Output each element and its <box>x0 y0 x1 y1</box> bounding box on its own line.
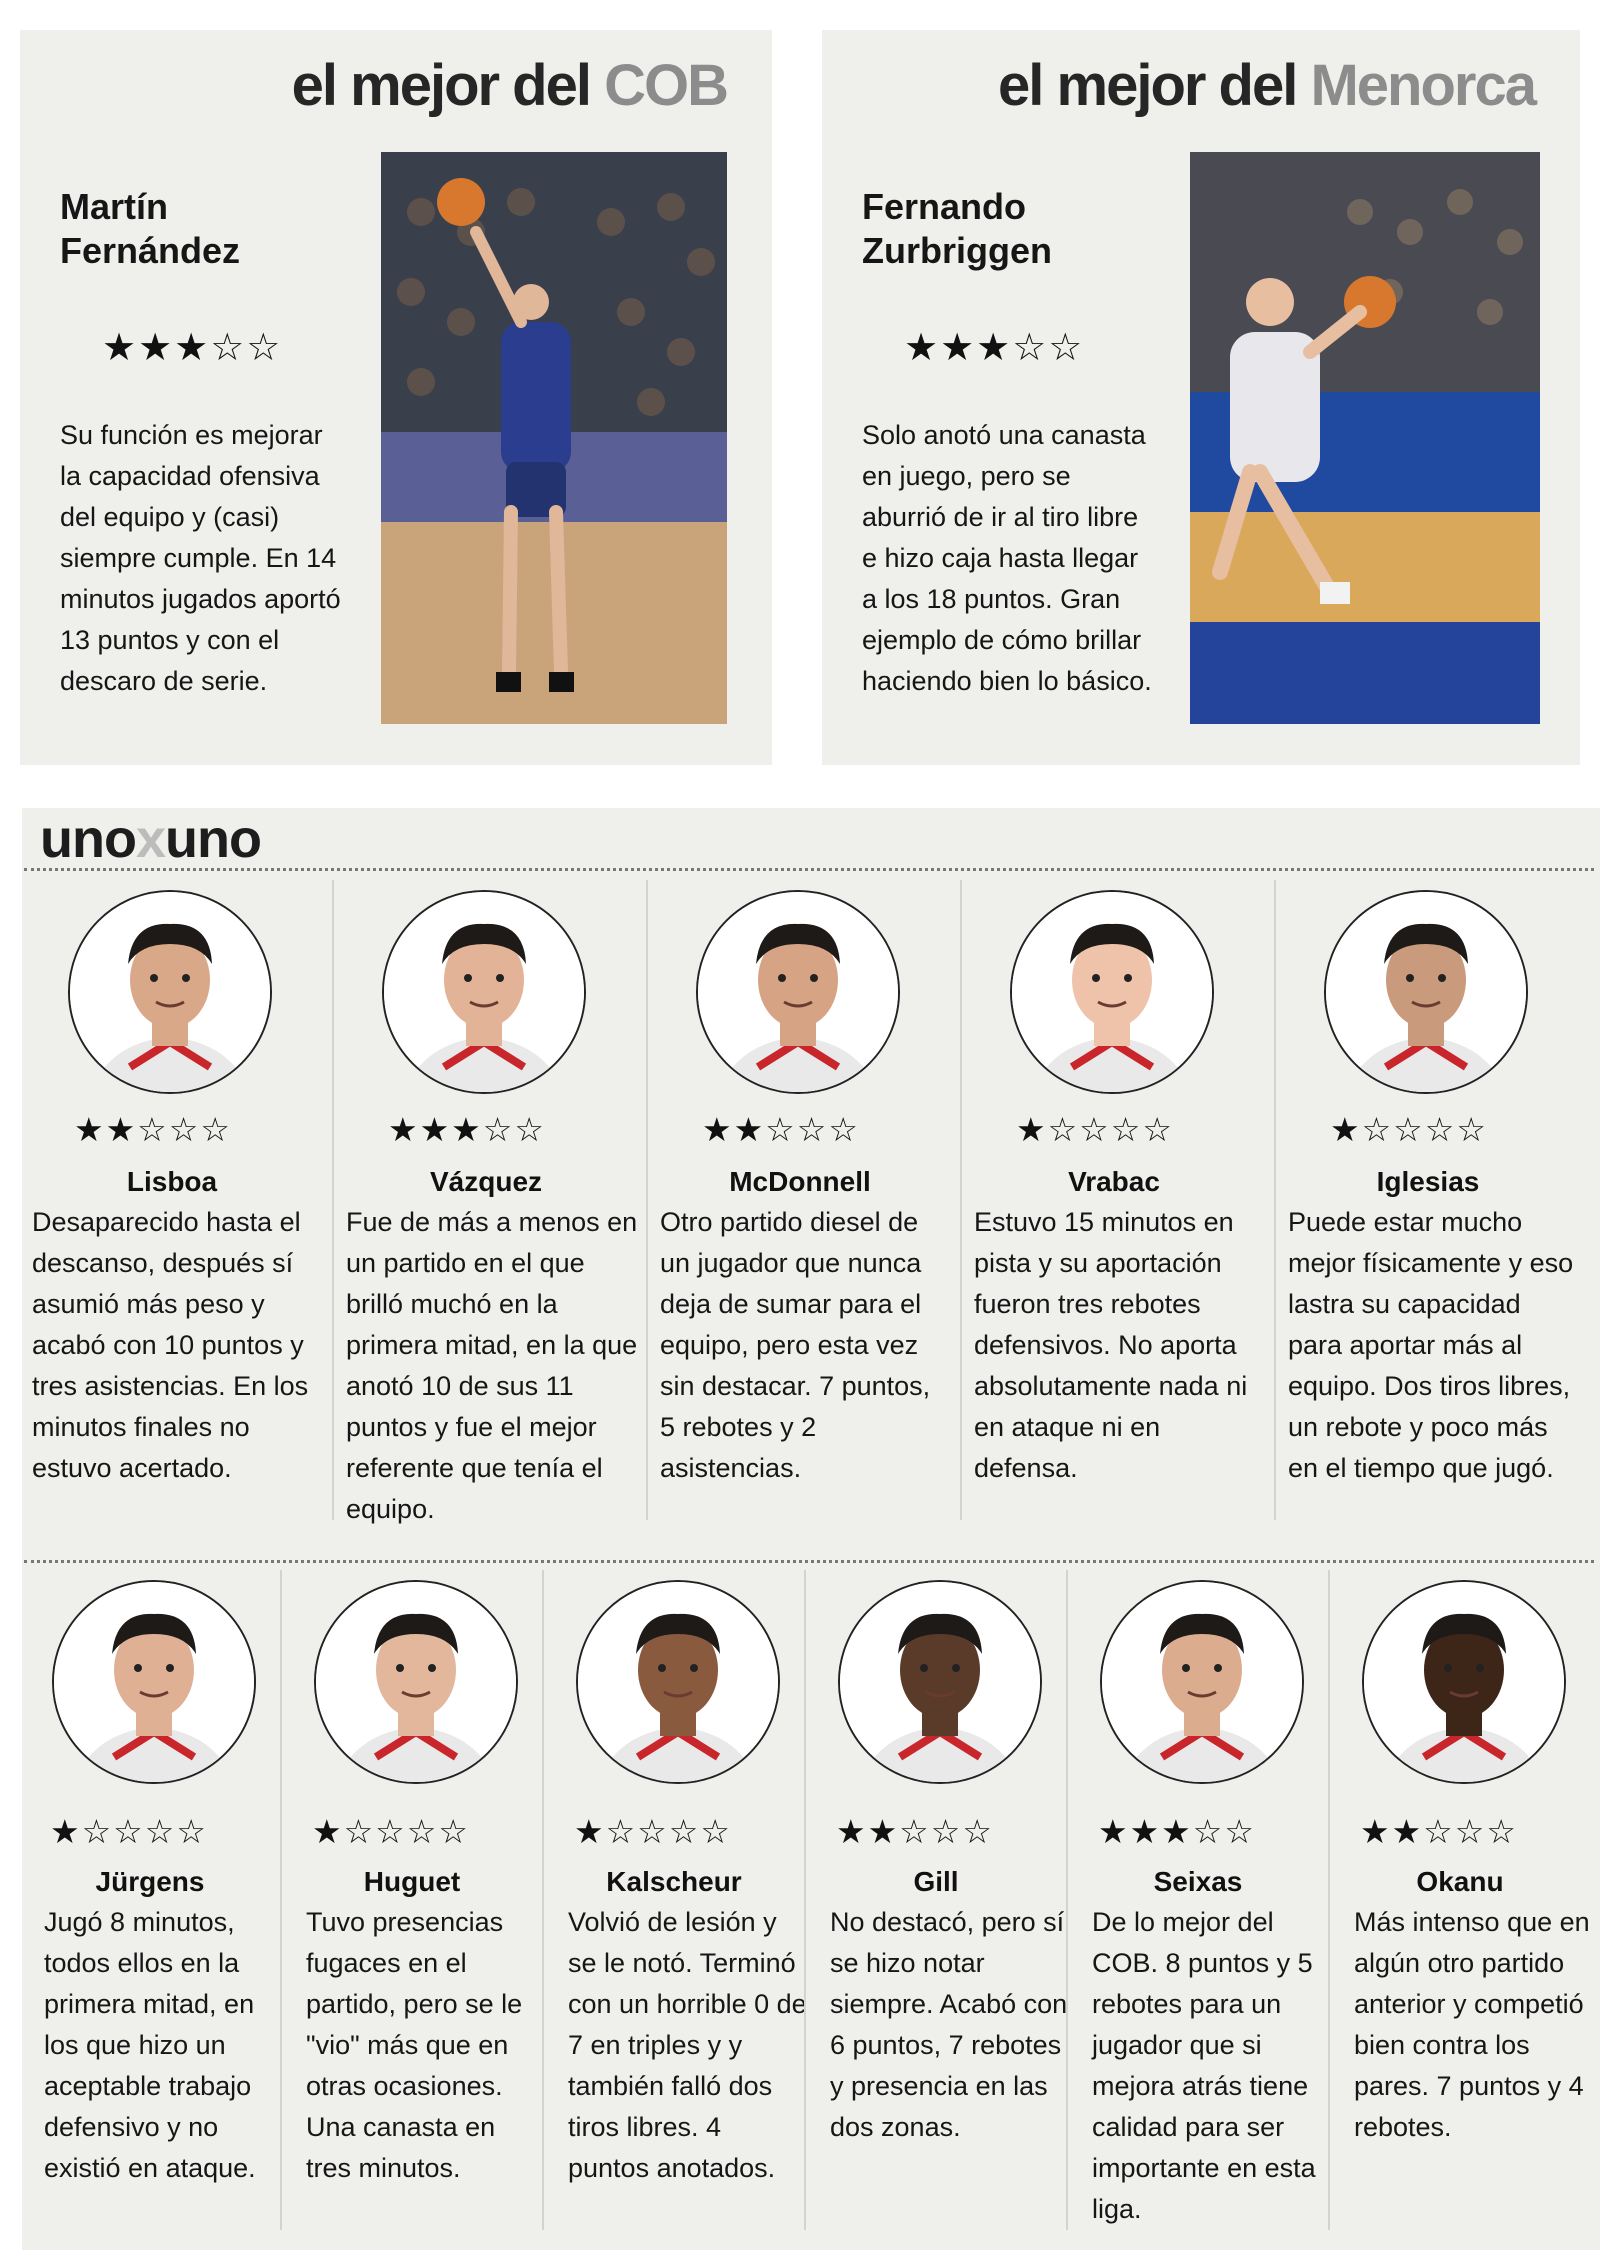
heading-team: Menorca <box>1310 53 1535 118</box>
player-rating: ★☆☆☆☆ <box>50 1812 208 1851</box>
player-rating: ★★☆☆☆ <box>74 1110 232 1149</box>
player-name: Huguet <box>363 1866 461 1897</box>
player-avatar <box>576 1580 780 1784</box>
column-separator <box>804 1570 806 2230</box>
column-separator <box>332 880 334 1520</box>
player-avatar <box>314 1580 518 1784</box>
best-menorca-photo <box>1190 152 1540 724</box>
best-cob-heading <box>292 52 727 119</box>
best-menorca-text: Solo anotó una canasta en juego, pero se aburrió de ir al tiro libre e hizo caja hasta llegar a los 18 puntos. Gran ejemplo de cómo brillar haciendo bien lo básico. <box>862 420 1152 696</box>
player-avatar <box>1010 890 1214 1094</box>
player-comment: Tuvo presencias fugaces en el partido, pero se le "vio" más que en otras ocasiones. Una canasta en tres minutos. <box>306 1907 523 2183</box>
name-line-2: Fernández <box>60 230 241 271</box>
player-avatar <box>52 1580 256 1784</box>
best-cob-text: Su función es mejorar la capacidad ofensiva del equipo y (casi) siempre cumple. En 14 minutos jugados aportó 13 puntos y con el descaro de serie. <box>60 420 341 696</box>
best-cob-player-name <box>60 185 240 273</box>
name-line-1: Martín <box>60 186 168 227</box>
player-avatar <box>1324 890 1528 1094</box>
player-comment: Puede estar mucho mejor físicamente y eso lastra su capacidad para aportar más al equipo. Dos tiros libres, un rebote y poco más en el tiempo que jugó. <box>1288 1207 1574 1483</box>
player-rating: ★★★☆☆ <box>1098 1812 1256 1851</box>
player-name: Vázquez <box>429 1166 543 1197</box>
column-separator <box>646 880 648 1520</box>
column-separator <box>960 880 962 1520</box>
player-comment: Volvió de lesión y se le notó. Terminó con un horrible 0 de 7 en triples y y también falló dos tiros libres. 4 puntos anotados. <box>568 1907 807 2183</box>
best-cob-rating: ★★★☆☆ <box>102 325 283 369</box>
player-comment: De lo mejor del COB. 8 puntos y 5 rebotes para un jugador que si mejora atrás tiene calidad para ser importante en esta liga. <box>1092 1907 1316 2224</box>
player-name: Jürgens <box>95 1866 205 1897</box>
player-name: Okanu <box>1416 1866 1504 1897</box>
player-name: Seixas <box>1153 1866 1243 1897</box>
best-menorca-player-name <box>862 185 1052 273</box>
dotted-divider-middle <box>24 1560 1594 1563</box>
player-rating: ★★★☆☆ <box>388 1110 546 1149</box>
title-part-x: x <box>135 809 166 869</box>
player-name: Gill <box>913 1866 959 1897</box>
player-name: Iglesias <box>1376 1166 1480 1197</box>
section-title <box>40 808 261 870</box>
player-comment: No destacó, pero sí se hizo notar siempre. Acabó con 6 puntos, 7 rebotes y presencia en las dos zonas. <box>830 1907 1068 2142</box>
column-separator <box>1274 880 1276 1520</box>
player-avatar <box>1362 1580 1566 1784</box>
player-rating: ★★☆☆☆ <box>702 1110 860 1149</box>
player-comment: Desaparecido hasta el descanso, después sí asumió más peso y acabó con 10 puntos y tres asistencias. En los minutos finales no estuvo acertado. <box>32 1207 309 1483</box>
player-avatar <box>838 1580 1042 1784</box>
player-name: Kalscheur <box>606 1866 742 1897</box>
column-separator <box>1066 1570 1068 2230</box>
player-name: Vrabac <box>1068 1166 1160 1197</box>
player-rating: ★☆☆☆☆ <box>312 1812 470 1851</box>
player-name: Lisboa <box>126 1166 218 1197</box>
title-part-b: uno <box>165 809 261 869</box>
heading-team: COB <box>604 53 727 118</box>
player-comment: Fue de más a menos en un partido en el que brilló muchó en la primera mitad, en la que anotó 10 de sus 11 puntos y fue el mejor referente que tenía el equipo. <box>346 1207 638 1524</box>
player-rating: ★★☆☆☆ <box>1360 1812 1518 1851</box>
player-comment: Estuvo 15 minutos en pista y su aportación fueron tres rebotes defensivos. No aporta absolutamente nada ni en ataque ni en defensa. <box>974 1207 1248 1483</box>
best-menorca-card <box>822 30 1580 765</box>
name-line-2: Zurbriggen <box>862 230 1052 271</box>
column-separator <box>280 1570 282 2230</box>
best-menorca-rating: ★★★☆☆ <box>904 325 1085 369</box>
heading-prefix: el mejor del <box>291 53 605 118</box>
best-cob-card <box>20 30 772 765</box>
title-part-a: uno <box>40 809 136 869</box>
player-comment: Más intenso que en algún otro partido anterior y competió bien contra los pares. 7 puntos y 4 rebotes. <box>1354 1907 1590 2142</box>
player-name: McDonnell <box>729 1166 871 1197</box>
player-rating: ★☆☆☆☆ <box>1016 1110 1174 1149</box>
name-line-1: Fernando <box>862 186 1027 227</box>
column-separator <box>1328 1570 1330 2230</box>
player-comment: Jugó 8 minutos, todos ellos en la primera mitad, en los que hizo un aceptable trabajo defensivo y no existió en ataque. <box>44 1907 256 2183</box>
dotted-divider-top <box>24 868 1594 871</box>
best-menorca-heading <box>998 52 1535 119</box>
player-avatar <box>68 890 272 1094</box>
best-cob-photo <box>381 152 727 724</box>
uno-x-uno-section <box>22 808 1600 2250</box>
player-rating: ★☆☆☆☆ <box>574 1812 732 1851</box>
heading-prefix: el mejor del <box>998 53 1311 118</box>
player-avatar <box>382 890 586 1094</box>
player-rating: ★☆☆☆☆ <box>1330 1110 1488 1149</box>
player-avatar <box>1100 1580 1304 1784</box>
player-comment: Otro partido diesel de un jugador que nunca deja de sumar para el equipo, pero esta vez sin destacar. 7 puntos, 5 rebotes y 2 asistencias. <box>660 1207 931 1483</box>
player-avatar <box>696 890 900 1094</box>
player-rating: ★★☆☆☆ <box>836 1812 994 1851</box>
column-separator <box>542 1570 544 2230</box>
